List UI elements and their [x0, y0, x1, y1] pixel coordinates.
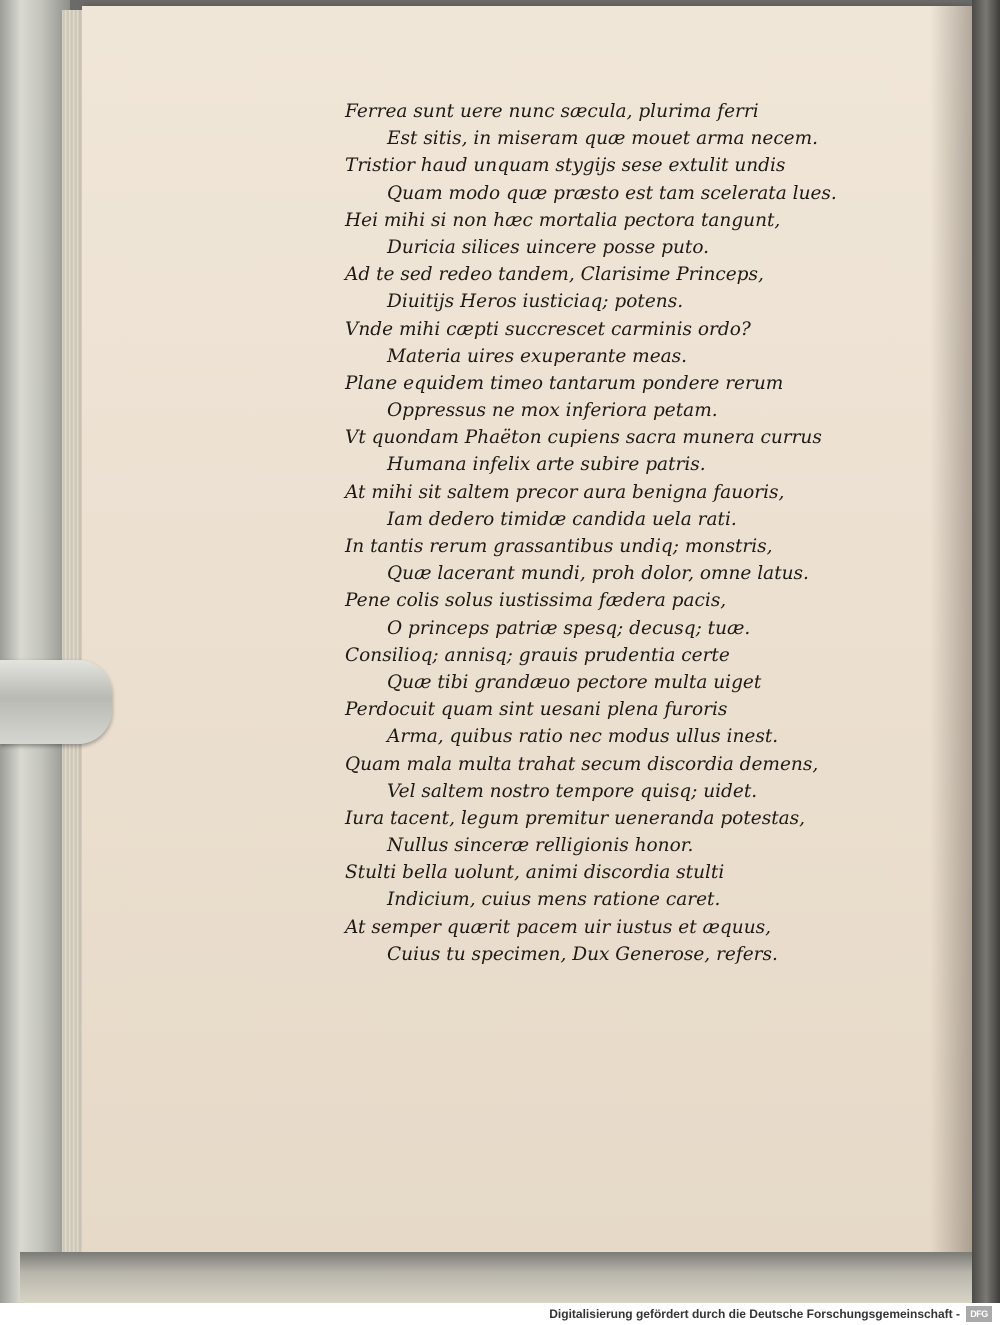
book-bottom-edge [20, 1252, 972, 1303]
verse-line: O princeps patriæ spesq; decusq; tuæ. [387, 617, 751, 639]
verse-line: Oppressus ne mox inferiora petam. [387, 400, 718, 422]
verse-line: Vnde mihi cæpti succrescet carminis ordo? [345, 318, 751, 340]
verse-line: Consilioq; annisq; grauis prudentia certe [345, 644, 730, 666]
verse-line: Pene colis solus iustissima fædera pacis, [345, 590, 727, 612]
verse-line: Cuius tu specimen, Dux Generose, refers. [387, 943, 778, 965]
verse-line: Quæ lacerant mundi, proh dolor, omne latus. [387, 563, 809, 585]
verse-line: Plane equidem timeo tantarum pondere rerum [345, 372, 784, 394]
verse-line: At mihi sit saltem precor aura benigna fauoris, [345, 481, 785, 503]
verse-line: Ad te sed redeo tandem, Clarisime Princeps, [345, 264, 764, 286]
poem-text [345, 98, 865, 968]
verse-line: Humana infelix arte subire patris. [387, 454, 706, 476]
verse-line: Indicium, cuius mens ratione caret. [387, 889, 721, 911]
verse-line: Perdocuit quam sint uesani plena furoris [345, 699, 728, 721]
verse-line: Quæ tibi grandæuo pectore multa uiget [387, 671, 762, 693]
verse-line: Materia uires exuperante meas. [387, 345, 688, 367]
verse-line: Est sitis, in miseram quæ mouet arma necem. [387, 128, 819, 150]
verse-line: Tristior haud unquam stygijs sese extulit undis [345, 155, 786, 177]
verse-line: Quam mala multa trahat secum discordia demens, [345, 753, 819, 775]
verse-line: Iam dedero timidæ candida uela rati. [387, 508, 737, 530]
dfg-logo: DFG [966, 1306, 992, 1322]
verse-line: Duricia silices uincere posse puto. [387, 236, 710, 258]
vellum-binding-left [0, 0, 70, 1303]
verse-line: Vt quondam Phaëton cupiens sacra munera currus [345, 427, 822, 449]
verse-line: Arma, quibus ratio nec modus ullus inest. [387, 726, 779, 748]
verse-line: Vel saltem nostro tempore quisq; uidet. [387, 780, 758, 802]
verse-line: Nullus sinceræ relligionis honor. [387, 835, 694, 857]
verse-line: Hei mihi si non hæc mortalia pectora tangunt, [345, 209, 781, 231]
verse-line: Diuitijs Heros iusticiaq; potens. [387, 291, 684, 313]
verse-line: Stulti bella uolunt, animi discordia stulti [345, 862, 725, 884]
binding-right [972, 0, 1000, 1303]
funding-credit: Digitalisierung gefördert durch die Deutsche Forschungsgemeinschaft - [549, 1307, 960, 1321]
clasp-strap [0, 660, 112, 744]
verse-line: Ferrea sunt uere nunc sæcula, plurima ferri [345, 101, 759, 122]
verse-line: Quam modo quæ præsto est tam scelerata lues. [387, 182, 837, 204]
page-gutter-shadow [930, 6, 972, 1252]
verse-line: Iura tacent, legum premitur ueneranda potestas, [345, 807, 806, 829]
verse-line: At semper quærit pacem uir iustus et æquus, [345, 916, 771, 938]
verse-line: In tantis rerum grassantibus undiq; monstris, [345, 536, 773, 557]
